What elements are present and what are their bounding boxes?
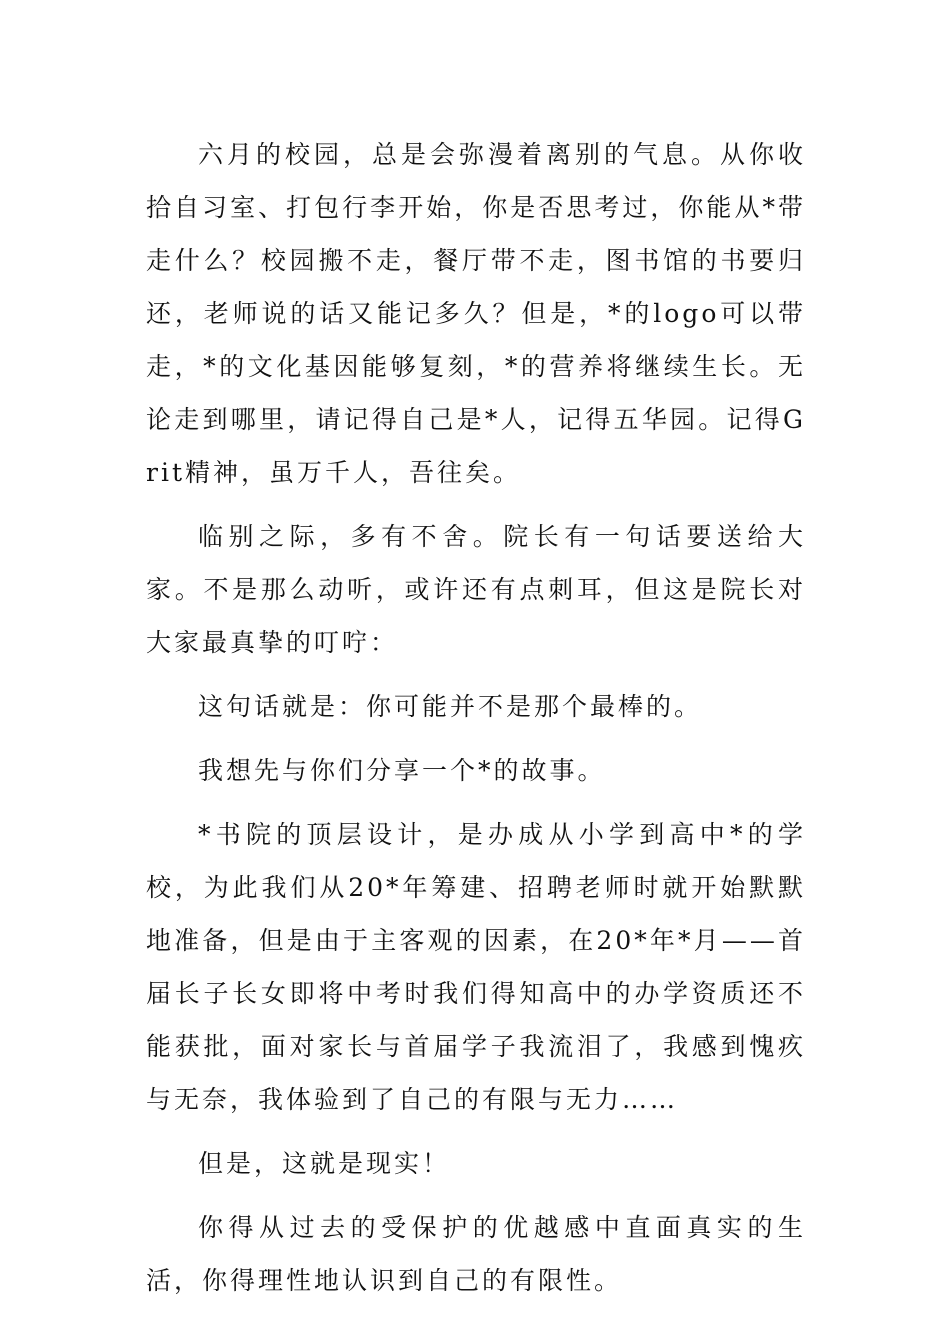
paragraph-story-intro: 我想先与你们分享一个*的故事。 [198,756,606,785]
paragraph-key-sentence: 这句话就是：你可能并不是那个最棒的。 [198,692,703,721]
document-body [146,128,806,1307]
paragraph-reality: 但是，这就是现实！ [198,1149,451,1178]
paragraph-story: *书院的顶层设计，是办成从小学到高中*的学校，为此我们从20*年筹建、招聘老师时就开始默默地准备，但是由于主客观的因素，在20*年*月——首届长子长女即将中考时我们得知高中的办学资质还不能获批，面对家长与首届学子我流泪了，我感到愧疚与无奈，我体验到了自己的有限与无力…… [146,820,806,1114]
paragraph-conclusion: 你得从过去的受保护的优越感中直面真实的生活，你得理性地认识到自己的有限性。 [146,1213,806,1295]
paragraph-farewell: 六月的校园，总是会弥漫着离别的气息。从你收拾自习室、打包行李开始，你是否思考过，你能从*带走什么？校园搬不走，餐厅带不走，图书馆的书要归还，老师说的话又能记多久？但是，*的logo可以带走，*的文化基因能够复刻，*的营养将继续生长。无论走到哪里，请记得自己是*人，记得五华园。记得Grit精神，虽万千人，吾往矣。 [146,140,806,487]
paragraph-parting-words: 临别之际，多有不舍。院长有一句话要送给大家。不是那么动听，或许还有点刺耳，但这是院长对大家最真挚的叮咛： [146,522,806,657]
